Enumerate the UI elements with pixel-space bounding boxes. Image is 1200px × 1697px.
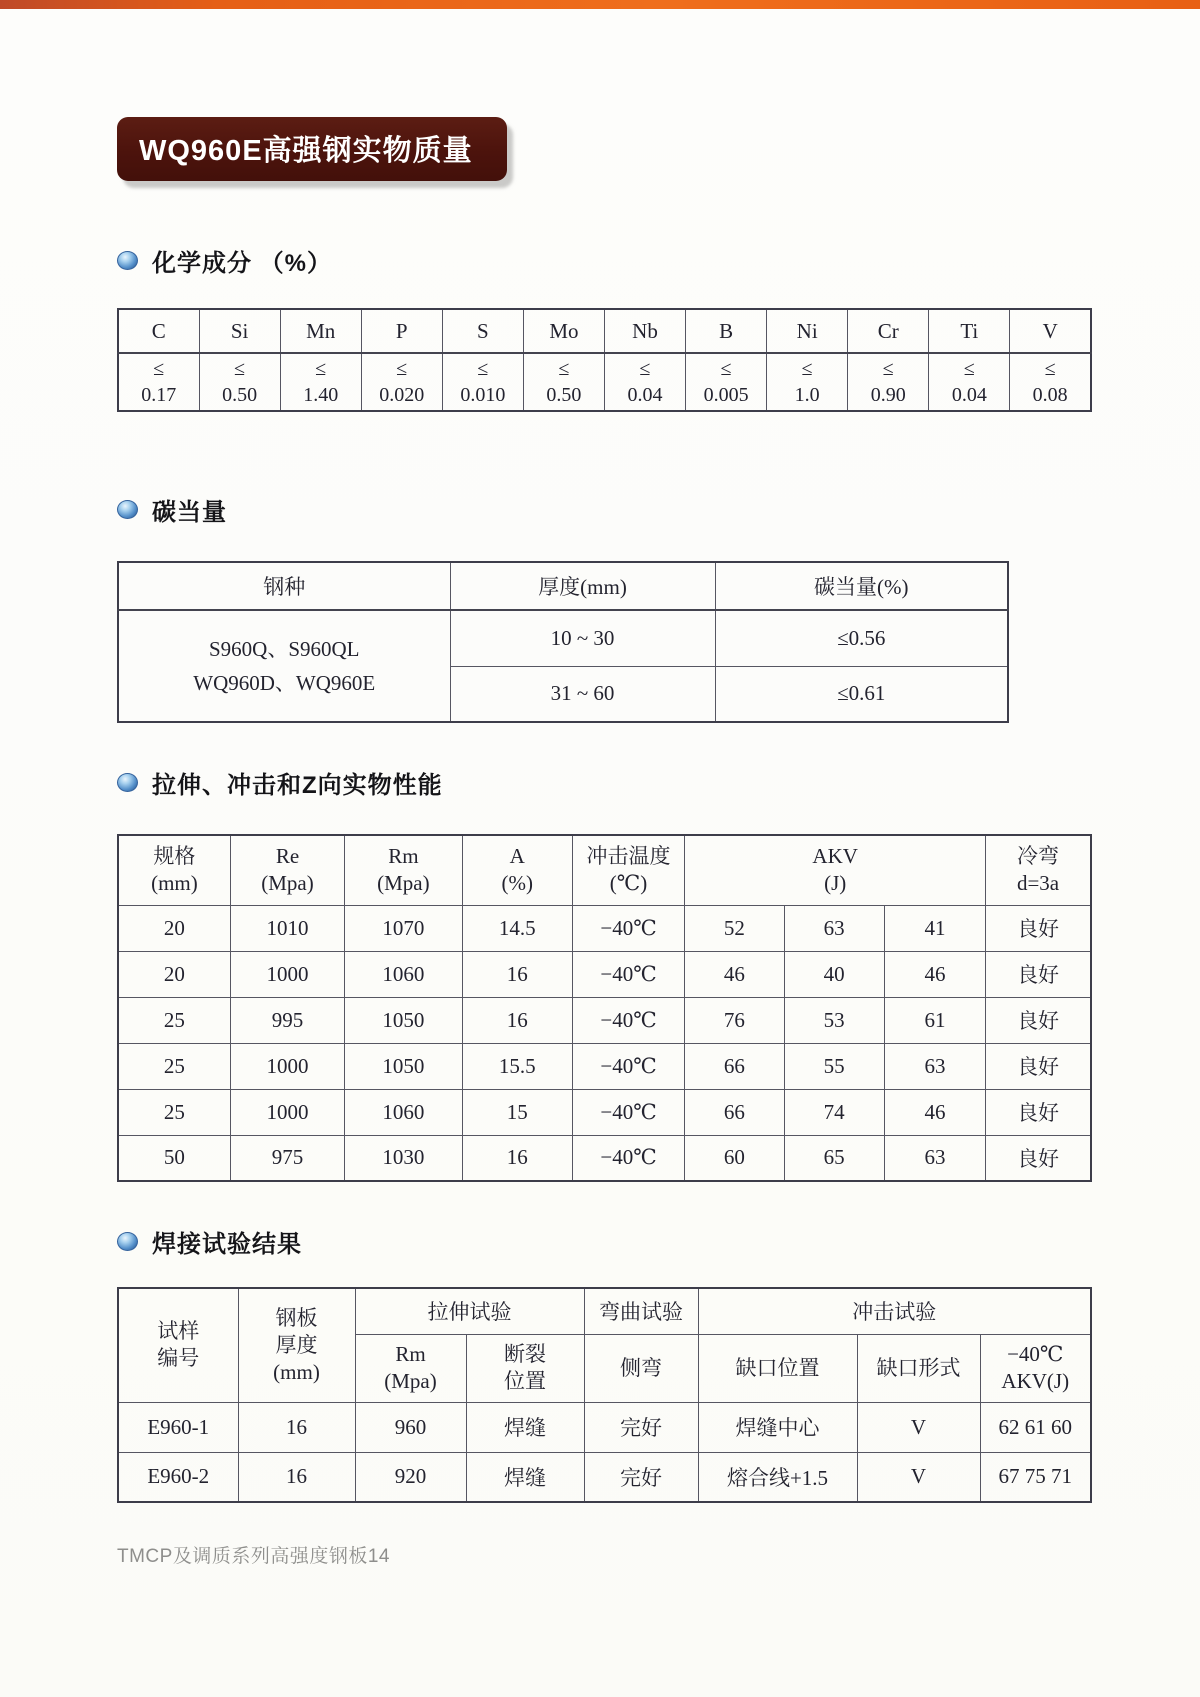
spec-cell: 25 — [118, 997, 230, 1043]
element-limit-cell — [1010, 353, 1091, 411]
element-header: Ni — [767, 309, 848, 353]
limit-symbol: ≤ — [1044, 358, 1056, 380]
tensile-test-group-header: 拉伸试验 — [355, 1288, 584, 1334]
limit-value: 0.005 — [703, 384, 749, 406]
elongation-cell: 15 — [462, 1089, 572, 1135]
akv-cell: 74 — [784, 1089, 884, 1135]
akv-cell: 65 — [784, 1135, 884, 1181]
akv-header: AKV (J) — [685, 835, 986, 905]
limit-value: 0.17 — [141, 384, 177, 406]
fracture-location-header: 断裂 位置 — [466, 1334, 584, 1402]
akv-header: −40℃ AKV(J) — [980, 1334, 1091, 1402]
akv-cell: 55 — [784, 1043, 884, 1089]
ceq-header: 碳当量(%) — [715, 562, 1008, 610]
spec-cell: 20 — [118, 905, 230, 951]
impact-temp-header: 冲击温度 (℃) — [572, 835, 684, 905]
element-limit-cell — [767, 353, 848, 411]
re-cell: 1010 — [230, 905, 344, 951]
akv-cell: 76 — [685, 997, 784, 1043]
akv-cell: 67 75 71 — [980, 1452, 1091, 1502]
sample-id-header: 试样 编号 — [118, 1288, 238, 1402]
rm-cell: 1050 — [345, 997, 462, 1043]
akv-cell: 46 — [685, 951, 784, 997]
fracture-location-cell: 焊缝 — [466, 1452, 584, 1502]
rm-cell: 1050 — [345, 1043, 462, 1089]
rm-cell: 1070 — [345, 905, 462, 951]
spec-cell: 50 — [118, 1135, 230, 1181]
rm-cell: 960 — [355, 1402, 466, 1452]
element-header: Cr — [848, 309, 929, 353]
top-accent-strip — [0, 0, 1200, 9]
cold-bend-cell: 良好 — [986, 1135, 1091, 1181]
limit-symbol: ≤ — [396, 358, 408, 380]
element-header: Si — [199, 309, 280, 353]
element-limit-cell — [604, 353, 685, 411]
limit-value: 1.0 — [794, 384, 820, 406]
cold-bend-cell: 良好 — [986, 951, 1091, 997]
elongation-cell: 16 — [462, 1135, 572, 1181]
rm-header: Rm (Mpa) — [355, 1334, 466, 1402]
title-banner: WQ960E高强钢实物质量 — [117, 117, 507, 181]
element-header: S — [442, 309, 523, 353]
section-title: 碳当量 — [152, 499, 227, 526]
cold-bend-cell: 良好 — [986, 1043, 1091, 1089]
limit-value: 0.020 — [379, 384, 425, 406]
table-row — [118, 1089, 1091, 1135]
element-limit-cell — [848, 353, 929, 411]
akv-cell: 61 — [884, 997, 985, 1043]
bend-test-group-header: 弯曲试验 — [584, 1288, 698, 1334]
element-limit-cell — [929, 353, 1010, 411]
re-cell: 1000 — [230, 1089, 344, 1135]
cold-bend-cell: 良好 — [986, 1089, 1091, 1135]
spec-header: 规格 (mm) — [118, 835, 230, 905]
impact-temp-cell: −40℃ — [572, 997, 684, 1043]
limit-symbol: ≤ — [558, 358, 570, 380]
table-group-header-row — [118, 1288, 1091, 1334]
element-limit-cell — [523, 353, 604, 411]
impact-temp-cell: −40℃ — [572, 905, 684, 951]
cold-bend-header: 冷弯 d=3a — [986, 835, 1091, 905]
limit-value: 0.04 — [951, 384, 987, 406]
notch-position-header: 缺口位置 — [698, 1334, 857, 1402]
limit-value: 0.50 — [222, 384, 258, 406]
element-limit-cell — [686, 353, 767, 411]
limit-symbol: ≤ — [639, 358, 651, 380]
impact-temp-cell: −40℃ — [572, 951, 684, 997]
section-title: 拉伸、冲击和Z向实物性能 — [152, 772, 443, 799]
element-header: Nb — [604, 309, 685, 353]
limit-symbol: ≤ — [315, 358, 327, 380]
steel-grade-cell — [118, 610, 450, 722]
rm-cell: 1030 — [345, 1135, 462, 1181]
sample-id-cell: E960-1 — [118, 1402, 238, 1452]
akv-cell: 40 — [784, 951, 884, 997]
section-heading-chemical — [117, 243, 1092, 278]
element-header: Ti — [929, 309, 1010, 353]
element-limit-cell — [442, 353, 523, 411]
akv-cell: 66 — [685, 1089, 784, 1135]
akv-cell: 63 — [884, 1135, 985, 1181]
side-bend-header: 侧弯 — [584, 1334, 698, 1402]
elongation-cell: 16 — [462, 997, 572, 1043]
steel-grade-line: WQ960D、WQ960E — [193, 671, 376, 695]
spec-cell: 20 — [118, 951, 230, 997]
welding-test-table — [117, 1287, 1092, 1503]
element-header: V — [1010, 309, 1091, 353]
table-row — [118, 353, 1091, 411]
rm-cell: 1060 — [345, 1089, 462, 1135]
element-limit-cell — [280, 353, 361, 411]
ceq-cell: ≤0.61 — [715, 666, 1008, 722]
element-header: P — [361, 309, 442, 353]
limit-symbol: ≤ — [234, 358, 246, 380]
akv-cell: 60 — [685, 1135, 784, 1181]
section-title: 化学成分 （%） — [152, 250, 333, 277]
akv-cell: 41 — [884, 905, 985, 951]
akv-cell: 66 — [685, 1043, 784, 1089]
notch-type-cell: V — [857, 1452, 980, 1502]
impact-temp-cell: −40℃ — [572, 1089, 684, 1135]
notch-type-header: 缺口形式 — [857, 1334, 980, 1402]
thickness-cell: 10 ~ 30 — [450, 610, 715, 666]
akv-cell: 52 — [685, 905, 784, 951]
notch-type-cell: V — [857, 1402, 980, 1452]
limit-value: 0.010 — [460, 384, 506, 406]
sphere-bullet-icon — [117, 251, 138, 270]
ceq-cell: ≤0.56 — [715, 610, 1008, 666]
rm-header: Rm (Mpa) — [345, 835, 462, 905]
re-cell: 995 — [230, 997, 344, 1043]
steel-grade-header: 钢种 — [118, 562, 450, 610]
rm-cell: 1060 — [345, 951, 462, 997]
limit-value: 0.08 — [1032, 384, 1068, 406]
limit-symbol: ≤ — [720, 358, 732, 380]
fracture-location-cell: 焊缝 — [466, 1402, 584, 1452]
impact-temp-cell: −40℃ — [572, 1043, 684, 1089]
limit-symbol: ≤ — [153, 358, 165, 380]
limit-symbol: ≤ — [801, 358, 813, 380]
section-title: 焊接试验结果 — [152, 1231, 302, 1258]
akv-cell: 46 — [884, 1089, 985, 1135]
table-header-row — [118, 309, 1091, 353]
mechanical-properties-table — [117, 834, 1092, 1182]
spec-cell: 25 — [118, 1089, 230, 1135]
limit-value: 0.50 — [546, 384, 582, 406]
limit-symbol: ≤ — [882, 358, 894, 380]
re-cell: 1000 — [230, 1043, 344, 1089]
section-heading-welding — [117, 1224, 1092, 1259]
element-limit-cell — [199, 353, 280, 411]
elongation-cell: 16 — [462, 951, 572, 997]
side-bend-cell: 完好 — [584, 1402, 698, 1452]
re-cell: 1000 — [230, 951, 344, 997]
spec-cell: 25 — [118, 1043, 230, 1089]
footer-text: TMCP及调质系列高强度钢板14 — [117, 1546, 390, 1567]
table-row — [118, 1452, 1091, 1502]
limit-symbol: ≤ — [477, 358, 489, 380]
steel-grade-line: S960Q、S960QL — [208, 637, 360, 661]
carbon-equivalent-table — [117, 561, 1009, 723]
impact-temp-cell: −40℃ — [572, 1135, 684, 1181]
elongation-header: A (%) — [462, 835, 572, 905]
plate-thickness-cell: 16 — [238, 1452, 355, 1502]
limit-value: 1.40 — [303, 384, 339, 406]
limit-value: 0.04 — [627, 384, 663, 406]
akv-cell: 63 — [884, 1043, 985, 1089]
elongation-cell: 15.5 — [462, 1043, 572, 1089]
element-header: Mo — [523, 309, 604, 353]
re-header: Re (Mpa) — [230, 835, 344, 905]
akv-cell: 62 61 60 — [980, 1402, 1091, 1452]
sphere-bullet-icon — [117, 1232, 138, 1251]
section-heading-carbon-equivalent — [117, 492, 1092, 527]
plate-thickness-header: 钢板 厚度 (mm) — [238, 1288, 355, 1402]
side-bend-cell: 完好 — [584, 1452, 698, 1502]
table-header-row — [118, 562, 1008, 610]
sample-id-cell: E960-2 — [118, 1452, 238, 1502]
table-row — [118, 1135, 1091, 1181]
table-row — [118, 905, 1091, 951]
plate-thickness-cell: 16 — [238, 1402, 355, 1452]
akv-cell: 46 — [884, 951, 985, 997]
thickness-header: 厚度(mm) — [450, 562, 715, 610]
impact-test-group-header: 冲击试验 — [698, 1288, 1091, 1334]
elongation-cell: 14.5 — [462, 905, 572, 951]
sphere-bullet-icon — [117, 500, 138, 519]
chemical-composition-table — [117, 308, 1092, 412]
cold-bend-cell: 良好 — [986, 997, 1091, 1043]
element-limit-cell — [118, 353, 199, 411]
akv-cell: 53 — [784, 997, 884, 1043]
limit-value: 0.90 — [870, 384, 906, 406]
element-header: C — [118, 309, 199, 353]
sphere-bullet-icon — [117, 773, 138, 792]
element-header: Mn — [280, 309, 361, 353]
table-row — [118, 610, 1008, 666]
thickness-cell: 31 ~ 60 — [450, 666, 715, 722]
limit-symbol: ≤ — [963, 358, 975, 380]
table-row — [118, 951, 1091, 997]
table-row — [118, 1402, 1091, 1452]
notch-position-cell: 焊缝中心 — [698, 1402, 857, 1452]
element-limit-cell — [361, 353, 442, 411]
table-row — [118, 997, 1091, 1043]
akv-cell: 63 — [784, 905, 884, 951]
table-header-row — [118, 835, 1091, 905]
section-heading-mechanical — [117, 765, 1092, 800]
notch-position-cell: 熔合线+1.5 — [698, 1452, 857, 1502]
re-cell: 975 — [230, 1135, 344, 1181]
element-header: B — [686, 309, 767, 353]
table-row — [118, 1043, 1091, 1089]
rm-cell: 920 — [355, 1452, 466, 1502]
cold-bend-cell: 良好 — [986, 905, 1091, 951]
